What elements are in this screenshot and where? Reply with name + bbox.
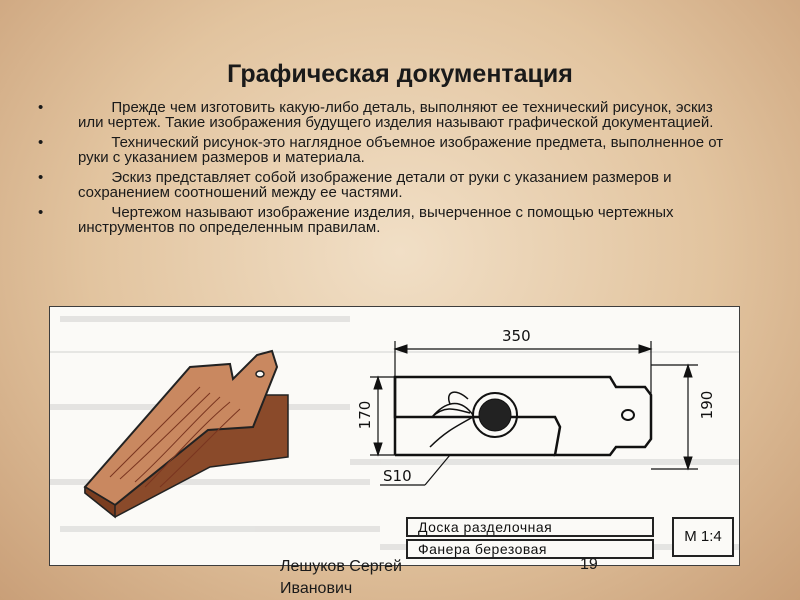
bullet-marker: •	[38, 204, 44, 221]
title-block-scale: М 1:4	[672, 517, 734, 557]
bullet-item	[38, 170, 738, 200]
title-block-name: Доска разделочная	[406, 517, 654, 537]
bullet-text: Прежде чем изготовить какую-либо деталь, выполняют ее технический рисунок, эскиз или чертеж. Такие изображения будущего изделия называют графической документацией.	[78, 99, 717, 131]
title-block-material: Фанера березовая	[406, 539, 654, 559]
cutting-board-sketch	[85, 351, 288, 517]
footer-page-number: 19	[580, 556, 598, 573]
dimension-handle-width: 170	[356, 400, 374, 430]
drawing-figure	[49, 306, 740, 566]
bullet-text: Технический рисунок-это наглядное объемное изображение предмета, выполненное от руки с указанием размеров и материала.	[78, 134, 728, 166]
bullet-marker: •	[38, 99, 44, 116]
slide-title: Графическая документация	[227, 60, 573, 88]
bullet-marker: •	[38, 134, 44, 151]
dimension-length: 350	[502, 327, 531, 345]
bullet-marker: •	[38, 169, 44, 186]
dimension-thickness: S10	[383, 467, 412, 485]
bullet-item	[38, 135, 738, 165]
bullet-item	[38, 100, 738, 130]
dimension-height: 190	[698, 390, 716, 420]
title-block	[406, 515, 736, 563]
bullet-text: Эскиз представляет собой изображение детали от руки с указанием размеров и сохранением соотношений между ее частями.	[78, 169, 676, 201]
footer-author: Лешуков Сергей Иванович	[280, 558, 402, 597]
bullet-list	[38, 100, 738, 240]
bullet-text: Чертежом называют изображение изделия, вычерченное с помощью чертежных инструментов по определенным правилам.	[78, 204, 678, 236]
bullet-item	[38, 205, 738, 235]
